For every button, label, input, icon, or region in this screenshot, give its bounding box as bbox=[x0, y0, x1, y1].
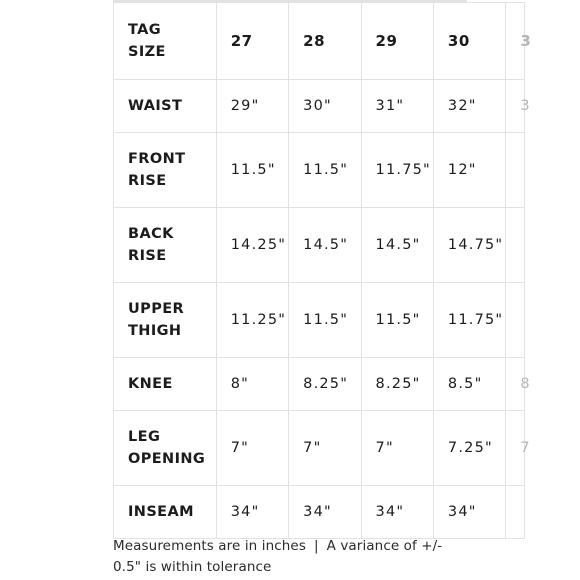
label-line1: UPPER bbox=[128, 301, 185, 317]
cell: 8.25" bbox=[289, 358, 361, 411]
header-row bbox=[114, 3, 525, 80]
cell: 14.5" bbox=[361, 208, 433, 283]
cell-partial bbox=[506, 486, 525, 539]
measurement-note bbox=[113, 536, 473, 578]
cell-partial bbox=[506, 283, 525, 358]
row-label bbox=[114, 80, 217, 133]
cell: 7" bbox=[289, 411, 361, 486]
cell: 31" bbox=[361, 80, 433, 133]
cell: 11.5" bbox=[289, 283, 361, 358]
row-upper-thigh bbox=[114, 283, 525, 358]
label-line1: BACK bbox=[128, 226, 174, 242]
cell: 14.75" bbox=[433, 208, 505, 283]
size-27: 27 bbox=[216, 3, 288, 80]
cell: 7.25" bbox=[433, 411, 505, 486]
size-partial: 3 bbox=[506, 3, 525, 80]
label-line2: OPENING bbox=[128, 451, 206, 467]
size-28: 28 bbox=[289, 3, 361, 80]
cell: 8.25" bbox=[361, 358, 433, 411]
size-30: 30 bbox=[433, 3, 505, 80]
cell: 34" bbox=[216, 486, 288, 539]
cell: 11.5" bbox=[216, 133, 288, 208]
row-label bbox=[114, 358, 217, 411]
label-line1: FRONT bbox=[128, 151, 186, 167]
row-label bbox=[114, 486, 217, 539]
label-line2: RISE bbox=[128, 248, 167, 264]
cell: 8.5" bbox=[433, 358, 505, 411]
cell: 11.5" bbox=[361, 283, 433, 358]
label-line1: LEG bbox=[128, 429, 161, 445]
cell: 34" bbox=[433, 486, 505, 539]
cell-partial: 3 bbox=[506, 80, 525, 133]
size-29: 29 bbox=[361, 3, 433, 80]
label-line1: WAIST bbox=[128, 98, 183, 114]
cell: 7" bbox=[216, 411, 288, 486]
row-label bbox=[114, 133, 217, 208]
cell: 32" bbox=[433, 80, 505, 133]
label-line1: TAG bbox=[128, 22, 162, 38]
row-back-rise bbox=[114, 208, 525, 283]
size-chart-table bbox=[113, 2, 532, 539]
cell: 11.25" bbox=[216, 283, 288, 358]
row-label bbox=[114, 208, 217, 283]
note-units: Measurements are in inches bbox=[113, 538, 306, 554]
label-line2: RISE bbox=[128, 173, 167, 189]
cell: 34" bbox=[361, 486, 433, 539]
cell: 11.5" bbox=[289, 133, 361, 208]
cell-partial bbox=[506, 208, 525, 283]
row-leg-opening bbox=[114, 411, 525, 486]
cell: 11.75" bbox=[361, 133, 433, 208]
label-line1: INSEAM bbox=[128, 504, 194, 520]
label-line2: SIZE bbox=[128, 44, 166, 60]
note-variance: A variance of +/- 0.5" is within tolerance bbox=[113, 538, 443, 575]
cell-partial: 8 bbox=[506, 358, 525, 411]
row-label bbox=[114, 283, 217, 358]
cell: 14.5" bbox=[289, 208, 361, 283]
cell-partial: 7 bbox=[506, 411, 525, 486]
cell: 7" bbox=[361, 411, 433, 486]
row-knee bbox=[114, 358, 525, 411]
cell: 34" bbox=[289, 486, 361, 539]
cell: 8" bbox=[216, 358, 288, 411]
row-front-rise bbox=[114, 133, 525, 208]
cell: 30" bbox=[289, 80, 361, 133]
size-chart[interactable] bbox=[113, 0, 532, 538]
label-line2: THIGH bbox=[128, 323, 182, 339]
cell-partial bbox=[506, 133, 525, 208]
cell: 11.75" bbox=[433, 283, 505, 358]
note-separator: | bbox=[313, 538, 319, 554]
row-inseam bbox=[114, 486, 525, 539]
row-waist bbox=[114, 80, 525, 133]
cell: 29" bbox=[216, 80, 288, 133]
tag-size-label bbox=[114, 3, 217, 80]
row-label bbox=[114, 411, 217, 486]
cell: 12" bbox=[433, 133, 505, 208]
label-line1: KNEE bbox=[128, 376, 173, 392]
cell: 14.25" bbox=[216, 208, 288, 283]
